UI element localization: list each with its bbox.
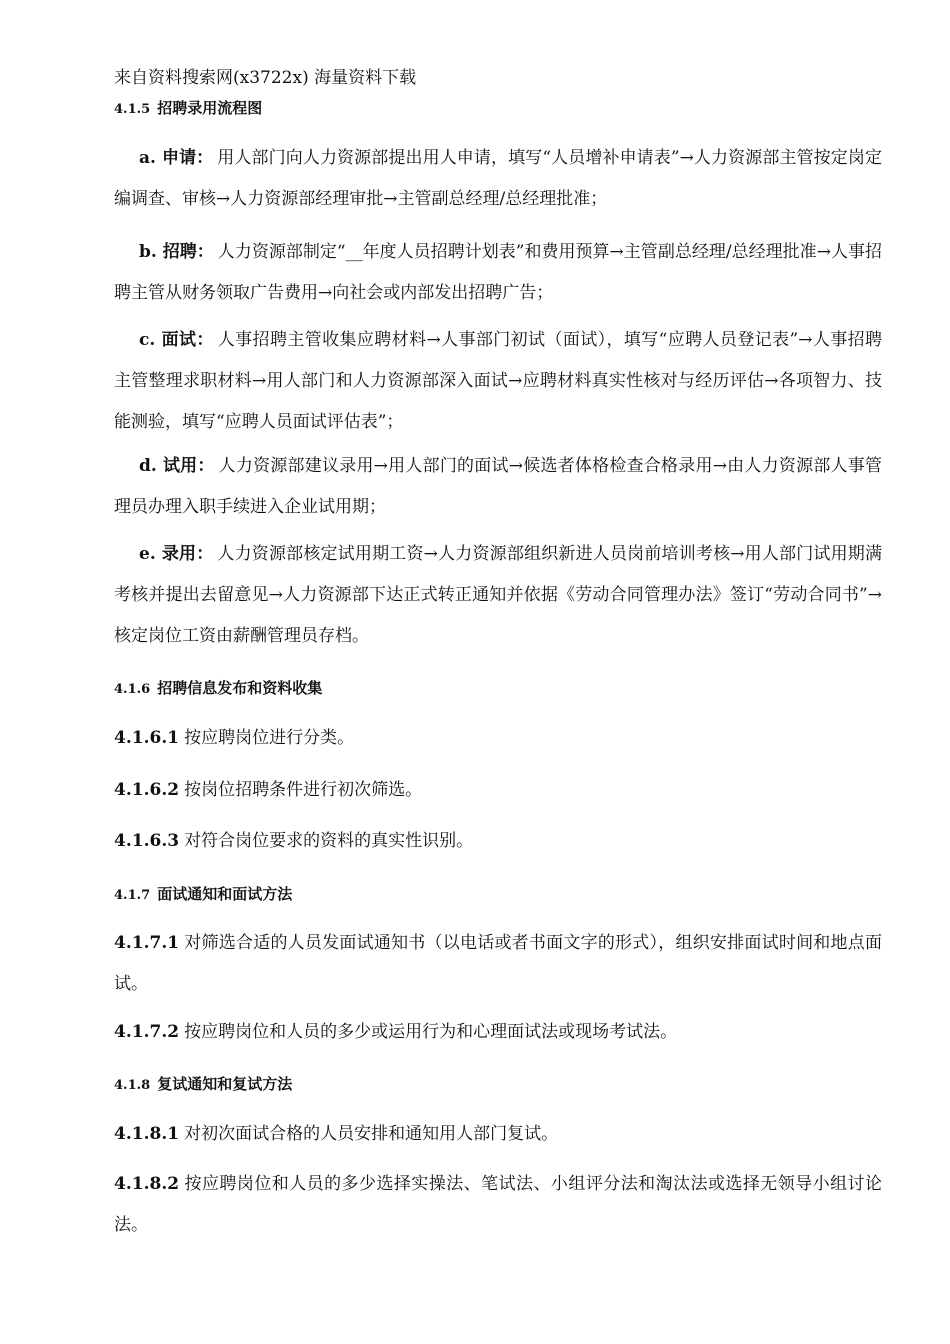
step-text: 人力资源部制定“__年度人员招聘计划表”和费用预算→主管副总经理/总经理批准→人事招聘主管从财务领取广告费用→向社会或内部发出招聘广告； (114, 242, 882, 303)
item-number: 4.1.6.3 (114, 831, 180, 851)
list-item (114, 821, 882, 862)
item-number: 4.1.7.1 (114, 933, 180, 953)
section-heading-4-1-6 (114, 677, 322, 701)
list-item (114, 718, 882, 759)
list-item (114, 1114, 882, 1155)
item-number: 4.1.8.1 (114, 1124, 180, 1144)
section-heading-4-1-7 (114, 883, 292, 907)
section-heading-4-1-5 (114, 97, 262, 121)
section-title: 面试通知和面试方法 (157, 885, 293, 903)
step-paragraph-c (114, 320, 882, 443)
source-note: 来自资料搜索网(x3722x) 海量资料下载 (114, 68, 417, 88)
step-text: 人事招聘主管收集应聘材料→人事部门初试（面试），填写“应聘人员登记表”→人事招聘主管整理求职材料→用人部门和人力资源部深入面试→应聘材料真实性核对与经历评估→各项智力、技能测验，填写“应聘人员面试评估表”； (114, 330, 882, 432)
section-number: 4.1.6 (114, 682, 151, 697)
step-paragraph-d (114, 446, 882, 528)
section-heading-4-1-8 (114, 1073, 292, 1097)
item-text: 按岗位招聘条件进行初次筛选。 (184, 780, 423, 800)
step-paragraph-e (114, 534, 882, 657)
item-text: 对符合岗位要求的资料的真实性识别。 (184, 831, 474, 851)
step-paragraph-b (114, 232, 882, 314)
item-text: 对筛选合适的人员发面试通知书（以电话或者书面文字的形式），组织安排面试时间和地点面试。 (114, 933, 882, 994)
step-text: 用人部门向人力资源部提出用人申请，填写“人员增补申请表”→人力资源部主管按定岗定编调查、审核→人力资源部经理审批→主管副总经理/总经理批准； (114, 148, 883, 209)
item-text: 按应聘岗位和人员的多少选择实操法、笔试法、小组评分法和淘汰法或选择无领导小组讨论法。 (114, 1174, 882, 1235)
item-number: 4.1.6.2 (114, 780, 180, 800)
section-number: 4.1.7 (114, 888, 151, 903)
step-label: d. 试用： (139, 456, 215, 476)
step-label: e. 录用： (139, 544, 214, 564)
section-number: 4.1.5 (114, 102, 151, 117)
section-title: 复试通知和复试方法 (157, 1075, 293, 1093)
section-number: 4.1.8 (114, 1078, 151, 1093)
item-number: 4.1.7.2 (114, 1022, 180, 1042)
item-text: 对初次面试合格的人员安排和通知用人部门复试。 (184, 1124, 559, 1144)
list-item (114, 1164, 882, 1246)
step-text: 人力资源部建议录用→用人部门的面试→候选者体格检查合格录用→由人力资源部人事管理员办理入职手续进入企业试用期； (114, 456, 882, 517)
item-text: 按应聘岗位和人员的多少或运用行为和心理面试法或现场考试法。 (184, 1022, 678, 1042)
section-title: 招聘信息发布和资料收集 (157, 679, 323, 697)
list-item (114, 1012, 882, 1053)
step-label: a. 申请： (139, 148, 214, 168)
item-number: 4.1.6.1 (114, 728, 180, 748)
step-paragraph-a (114, 138, 882, 220)
list-item (114, 923, 882, 1005)
section-title: 招聘录用流程图 (157, 99, 263, 117)
step-label: b. 招聘： (139, 242, 214, 262)
item-number: 4.1.8.2 (114, 1174, 180, 1194)
step-text: 人力资源部核定试用期工资→人力资源部组织新进人员岗前培训考核→用人部门试用期满考核并提出去留意见→人力资源部下达正式转正通知并依据《劳动合同管理办法》签订“劳动合同书”→ 核定岗位工资由薪酬管理员存档。 (114, 544, 882, 646)
list-item (114, 770, 882, 811)
step-label: c. 面试： (139, 330, 214, 350)
item-text: 按应聘岗位进行分类。 (184, 728, 355, 748)
